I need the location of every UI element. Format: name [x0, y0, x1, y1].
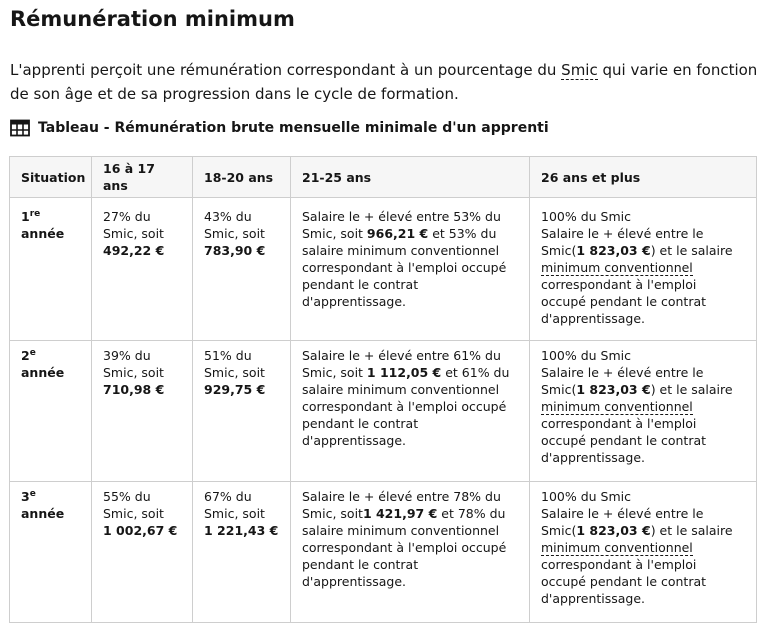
table-row	[10, 341, 757, 482]
percent-text: 67% du	[204, 489, 252, 504]
salary-rest: correspondant à l'emploi occupé pendant le contrat d'apprentissage.	[541, 557, 707, 606]
header-16-17: 16 à 17 ans	[92, 157, 193, 198]
amount: 1 823,03 €	[576, 243, 651, 258]
amount: 710,98 €	[103, 382, 165, 397]
smic-amount-line	[541, 522, 745, 539]
table-header-row	[10, 157, 757, 198]
text: et 61% du	[441, 365, 510, 380]
cell-18-20	[193, 482, 291, 623]
amount: 1 421,97 €	[362, 506, 438, 521]
smic-abbreviation[interactable]: Smic	[561, 61, 598, 79]
percent-text: 27% du	[103, 209, 151, 224]
table-row	[10, 198, 757, 341]
text: Smic, soit	[302, 226, 367, 241]
year-label: année	[21, 506, 65, 521]
cell-26-plus	[530, 341, 757, 482]
smic-percent: 100% du Smic	[541, 489, 631, 504]
salary-rest: correspondant à l'emploi occupé pendant le contrat d'apprentissage.	[541, 416, 707, 465]
cell-26-plus	[530, 198, 757, 341]
intro-text-before: L'apprenti perçoit une rémunération correspondant à un pourcentage du	[10, 61, 562, 79]
year-number: 2	[21, 348, 30, 363]
cell-21-25	[291, 482, 530, 623]
year-number: 1	[21, 209, 30, 224]
year-suffix: e	[29, 488, 36, 499]
text: Smic(	[541, 243, 577, 258]
year-suffix: re	[29, 208, 41, 219]
text: Smic(	[541, 382, 577, 397]
amount: 1 002,67 €	[103, 523, 178, 538]
year-number: 3	[21, 489, 30, 504]
intro-paragraph	[10, 58, 760, 106]
text: Smic(	[541, 523, 577, 538]
table-caption	[10, 117, 549, 139]
smic-text: Smic, soit	[204, 365, 265, 380]
cell-16-17	[92, 341, 193, 482]
header-situation: Situation	[10, 157, 92, 198]
remuneration-table	[9, 156, 757, 623]
salary-line: Salaire le + élevé entre le	[541, 506, 704, 521]
minimum-conventionnel-abbr[interactable]: minimum conventionnel	[541, 260, 693, 275]
amount: 1 823,03 €	[576, 382, 651, 397]
salary-rest: salaire minimum conventionnel correspondant à l'emploi occupé pendant le contrat d'apprentissage.	[302, 243, 507, 309]
cell-18-20	[193, 341, 291, 482]
header-18-20: 18-20 ans	[193, 157, 291, 198]
minimum-conventionnel-abbr[interactable]: minimum conventionnel	[541, 540, 693, 555]
table-caption-text: Tableau - Rémunération brute mensuelle minimale d'un apprenti	[38, 120, 549, 136]
cell-21-25	[291, 198, 530, 341]
situation-cell	[10, 482, 92, 623]
intro-text-after: qui varie en fonction de son âge et de sa progression dans le cycle de formation.	[10, 61, 758, 103]
amount: 1 221,43 €	[204, 523, 279, 538]
percent-text: 55% du	[103, 489, 151, 504]
salary-rest: correspondant à l'emploi occupé pendant le contrat d'apprentissage.	[541, 277, 707, 326]
cell-18-20	[193, 198, 291, 341]
smic-text: Smic, soit	[103, 226, 164, 241]
salary-line: Salaire le + élevé entre le	[541, 226, 704, 241]
salary-line: Salaire le + élevé entre 53% du	[302, 209, 501, 224]
smic-text: Smic, soit	[103, 365, 164, 380]
salary-line: Salaire le + élevé entre le	[541, 365, 704, 380]
text: et 78% du	[437, 506, 506, 521]
cell-16-17	[92, 482, 193, 623]
amount: 783,90 €	[204, 243, 266, 258]
text: et 53% du	[428, 226, 497, 241]
amount: 1 823,03 €	[576, 523, 651, 538]
year-suffix: e	[29, 347, 36, 358]
text: ) et le salaire	[650, 523, 733, 538]
salary-amount-line	[302, 505, 518, 522]
salary-rest: salaire minimum conventionnel correspondant à l'emploi occupé pendant le contrat d'apprentissage.	[302, 523, 507, 589]
situation-cell	[10, 198, 92, 341]
percent-text: 39% du	[103, 348, 151, 363]
salary-amount-line	[302, 225, 518, 242]
salary-line: Salaire le + élevé entre 61% du	[302, 348, 501, 363]
percent-text: 51% du	[204, 348, 252, 363]
smic-amount-line	[541, 242, 745, 259]
amount: 492,22 €	[103, 243, 165, 258]
text: Smic, soit	[302, 365, 367, 380]
smic-amount-line	[541, 381, 745, 398]
text: Smic, soit	[302, 506, 363, 521]
smic-text: Smic, soit	[204, 506, 265, 521]
amount: 1 112,05 €	[366, 365, 442, 380]
situation-cell	[10, 341, 92, 482]
table-row	[10, 482, 757, 623]
header-21-25: 21-25 ans	[291, 157, 530, 198]
minimum-conventionnel-abbr[interactable]: minimum conventionnel	[541, 399, 693, 414]
percent-text: 43% du	[204, 209, 252, 224]
salary-amount-line	[302, 364, 518, 381]
table-icon	[10, 119, 30, 137]
smic-text: Smic, soit	[103, 506, 164, 521]
year-label: année	[21, 226, 65, 241]
smic-percent: 100% du Smic	[541, 348, 631, 363]
text: ) et le salaire	[650, 243, 733, 258]
salary-line: Salaire le + élevé entre 78% du	[302, 489, 501, 504]
smic-text: Smic, soit	[204, 226, 265, 241]
text: ) et le salaire	[650, 382, 733, 397]
salary-rest: salaire minimum conventionnel correspondant à l'emploi occupé pendant le contrat d'apprentissage.	[302, 382, 507, 448]
cell-16-17	[92, 198, 193, 341]
cell-26-plus	[530, 482, 757, 623]
cell-21-25	[291, 341, 530, 482]
page-title: Rémunération minimum	[10, 7, 295, 31]
year-label: année	[21, 365, 65, 380]
amount: 929,75 €	[204, 382, 266, 397]
amount: 966,21 €	[366, 226, 429, 241]
header-26-plus: 26 ans et plus	[530, 157, 757, 198]
smic-percent: 100% du Smic	[541, 209, 631, 224]
